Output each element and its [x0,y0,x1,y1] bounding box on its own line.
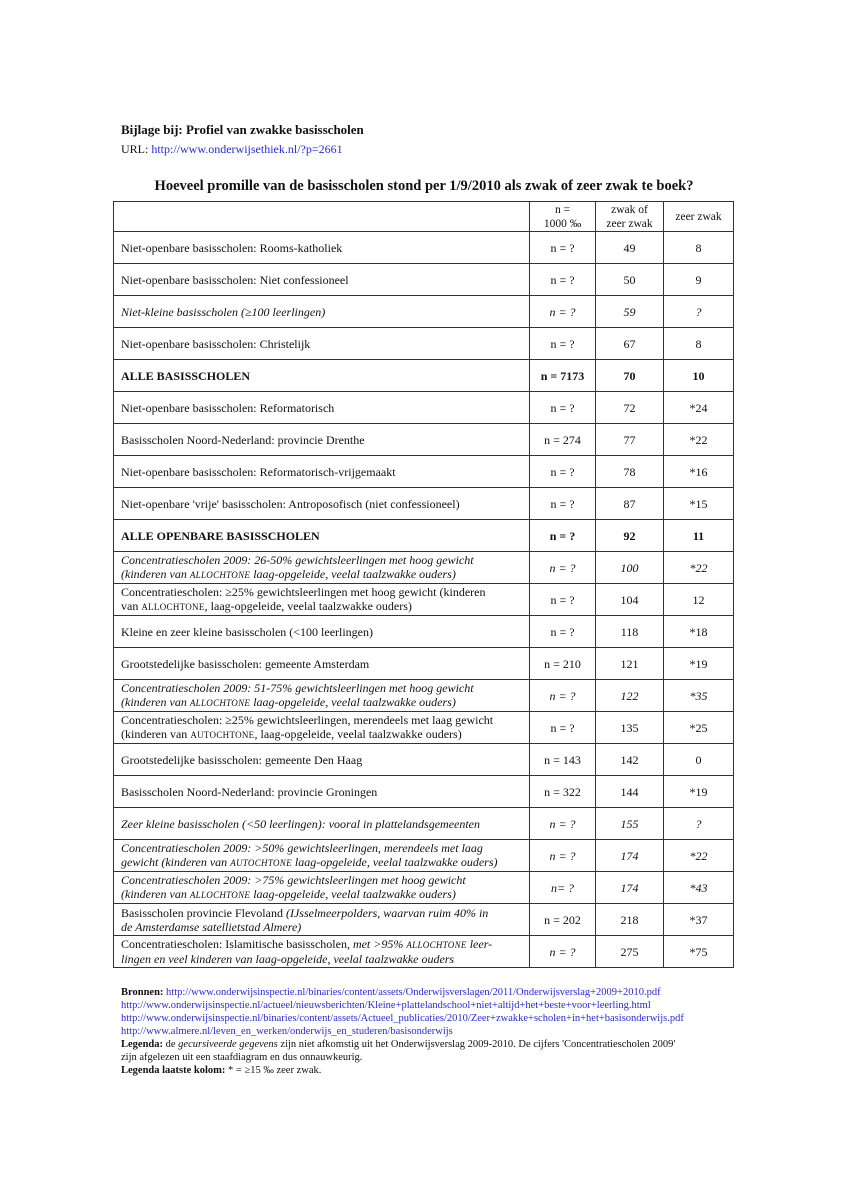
row-zwak: 122 [596,680,664,712]
header-label-cell [114,202,530,232]
row-label: Concentratiescholen 2009: 51-75% gewichtsleerlingen met hoog gewicht (kinderen van ALLOCHTONE laag-opgeleide, veelal taalzwakke ouders) [114,680,530,712]
url-label: URL: [121,142,152,156]
row-label: Concentratiescholen: ≥25% gewichtsleerlingen met hoog gewicht (kinderen van ALLOCHTONE, laag-opgeleide, veelal taalzwakke ouders) [114,584,530,616]
table-row [114,616,734,648]
table-row [114,808,734,840]
row-zwak: 72 [596,392,664,424]
row-n: n = ? [530,232,596,264]
row-label: Concentratiescholen 2009: >75% gewichtsleerlingen met hoog gewicht (kinderen van ALLOCHTONE laag-opgeleide, veelal taalzwakke ouders) [114,872,530,904]
row-zwak: 144 [596,776,664,808]
row-label: Basisscholen Noord-Nederland: provincie Drenthe [114,424,530,456]
row-n: n = 7173 [530,360,596,392]
row-zwak: 92 [596,520,664,552]
table-row [114,872,734,904]
row-zeer: *18 [664,616,734,648]
row-zeer: *43 [664,872,734,904]
row-zwak: 118 [596,616,664,648]
row-n: n = ? [530,584,596,616]
row-zwak: 174 [596,840,664,872]
header-zeer-zwak: zeer zwak [664,202,734,232]
row-zwak: 104 [596,584,664,616]
row-zwak: 78 [596,456,664,488]
source-link-1[interactable]: http://www.onderwijsinspectie.nl/binaries/content/assets/Onderwijsverslagen/2011/Onderwijsverslag+2009+2010.pdf [166,987,661,998]
url-link[interactable]: http://www.onderwijsethiek.nl/?p=2661 [151,142,343,156]
table-question-title: Hoeveel promille van de basisscholen stond per 1/9/2010 als zwak of zeer zwak te boek? [154,178,694,194]
row-label: Kleine en zeer kleine basisscholen (<100 leerlingen) [114,616,530,648]
row-zwak: 50 [596,264,664,296]
row-n: n = ? [530,552,596,584]
legend-line: Legenda: de gecursiveerde gegevens zijn niet afkomstig uit het Onderwijsverslag 2009-2010. De cijfers 'Concentratiescholen 2009' [121,1039,676,1050]
table-row-total [114,360,734,392]
row-label: Niet-openbare basisscholen: Christelijk [114,328,530,360]
row-label: Zeer kleine basisscholen (<50 leerlingen): vooral in plattelandsgemeenten [114,808,530,840]
row-zeer: *24 [664,392,734,424]
row-n: n = ? [530,840,596,872]
header-n: n = 1000 ‰ [530,202,596,232]
row-zeer: 8 [664,232,734,264]
row-label: Niet-openbare basisscholen: Reformatorisch [114,392,530,424]
table-header-row [114,202,734,232]
table-row [114,584,734,616]
row-zwak: 49 [596,232,664,264]
row-zwak: 155 [596,808,664,840]
table-row [114,936,734,968]
row-zeer: *22 [664,840,734,872]
sources-section [121,986,761,1077]
row-n: n = 210 [530,648,596,680]
table-row [114,264,734,296]
row-zwak: 121 [596,648,664,680]
row-n: n = ? [530,680,596,712]
row-n: n = ? [530,328,596,360]
row-zwak: 135 [596,712,664,744]
table-row [114,776,734,808]
row-zeer: *16 [664,456,734,488]
row-zeer: *75 [664,936,734,968]
row-n: n = ? [530,456,596,488]
row-zwak: 59 [596,296,664,328]
row-n: n = 274 [530,424,596,456]
row-n: n= ? [530,872,596,904]
row-zeer: 12 [664,584,734,616]
row-n: n = ? [530,520,596,552]
table-row [114,680,734,712]
row-zeer: *19 [664,648,734,680]
row-label: Basisscholen provincie Flevoland (IJsselmeerpolders, waarvan ruim 40% in de Amsterdamse satellietstad Almere) [114,904,530,936]
row-label: Niet-kleine basisscholen (≥100 leerlingen) [114,296,530,328]
table-row [114,712,734,744]
row-label: Concentratiescholen 2009: >50% gewichtsleerlingen, merendeels met laag gewicht (kinderen van AUTOCHTONE laag-opgeleide, veelal taalzwakke ouders) [114,840,530,872]
row-zwak: 174 [596,872,664,904]
row-label: Grootstedelijke basisscholen: gemeente Amsterdam [114,648,530,680]
row-zeer: *19 [664,776,734,808]
table-row [114,744,734,776]
url-line [121,141,364,157]
row-zeer: ? [664,808,734,840]
last-column-legend: Legenda laatste kolom: * = ≥15 ‰ zeer zwak. [121,1065,322,1076]
header-zwak: zwak of zeer zwak [596,202,664,232]
row-label: Concentratiescholen: ≥25% gewichtsleerlingen, merendeels met laag gewicht (kinderen van AUTOCHTONE, laag-opgeleide, veelal taalzwakke ouders) [114,712,530,744]
row-zwak: 87 [596,488,664,520]
row-label: ALLE OPENBARE BASISSCHOLEN [114,520,530,552]
row-n: n = ? [530,712,596,744]
row-zwak: 77 [596,424,664,456]
legend-line-2: zijn afgelezen uit een staafdiagram en dus onnauwkeurig. [121,1052,363,1063]
row-zeer: *25 [664,712,734,744]
row-n: n = 202 [530,904,596,936]
row-zwak: 218 [596,904,664,936]
source-link-4[interactable]: http://www.almere.nl/leven_en_werken/onderwijs_en_studeren/basisonderwijs [121,1026,453,1037]
row-label: Grootstedelijke basisscholen: gemeente Den Haag [114,744,530,776]
row-zwak: 67 [596,328,664,360]
table-row [114,648,734,680]
row-label: Niet-openbare basisscholen: Reformatorisch-vrijgemaakt [114,456,530,488]
row-n: n = ? [530,936,596,968]
row-label: ALLE BASISSCHOLEN [114,360,530,392]
row-zeer: 11 [664,520,734,552]
row-label: Niet-openbare 'vrije' basisscholen: Antroposofisch (niet confessioneel) [114,488,530,520]
row-label: Concentratiescholen 2009: 26-50% gewichtsleerlingen met hoog gewicht (kinderen van ALLOCHTONE laag-opgeleide, veelal taalzwakke ouders) [114,552,530,584]
row-zwak: 275 [596,936,664,968]
document-title: Bijlage bij: Profiel van zwakke basisscholen [121,122,364,137]
table-row [114,456,734,488]
row-zeer: ? [664,296,734,328]
row-zeer: *22 [664,552,734,584]
row-label: Concentratiescholen: Islamitische basisscholen, met >95% ALLOCHTONE leer- lingen en veel kinderen van laag-opgeleide, veelal taalzwakke ouders [114,936,530,968]
row-zeer: *35 [664,680,734,712]
row-n: n = ? [530,808,596,840]
table-row [114,488,734,520]
row-n: n = ? [530,296,596,328]
row-zwak: 142 [596,744,664,776]
promille-table [113,201,734,968]
row-n: n = ? [530,392,596,424]
table-row [114,552,734,584]
table-row [114,232,734,264]
table-row [114,296,734,328]
row-n: n = 143 [530,744,596,776]
row-zwak: 70 [596,360,664,392]
row-zeer: 0 [664,744,734,776]
table-row-total [114,520,734,552]
row-n: n = ? [530,616,596,648]
row-label: Basisscholen Noord-Nederland: provincie Groningen [114,776,530,808]
sources-label: Bronnen: [121,987,167,998]
row-zeer: *15 [664,488,734,520]
table-row [114,328,734,360]
row-zeer: *22 [664,424,734,456]
row-n: n = ? [530,264,596,296]
row-n: n = ? [530,488,596,520]
table-row [114,840,734,872]
row-n: n = 322 [530,776,596,808]
source-link-3[interactable]: http://www.onderwijsinspectie.nl/binaries/content/assets/Actueel_publicaties/2010/Zeer+zwakke+scholen+in+het+basisonderwijs.pdf [121,1013,684,1024]
row-label: Niet-openbare basisscholen: Rooms-katholiek [114,232,530,264]
row-zeer: 8 [664,328,734,360]
row-zeer: *37 [664,904,734,936]
document-header [121,122,364,157]
table-row [114,904,734,936]
row-label: Niet-openbare basisscholen: Niet confessioneel [114,264,530,296]
row-zeer: 10 [664,360,734,392]
row-zeer: 9 [664,264,734,296]
source-link-2[interactable]: http://www.onderwijsinspectie.nl/actueel/nieuwsberichten/Kleine+plattelandschool+niet+altijd+het+beste+voor+leerling.html [121,1000,651,1011]
row-zwak: 100 [596,552,664,584]
sources-line [121,986,761,999]
table-row [114,392,734,424]
table-row [114,424,734,456]
